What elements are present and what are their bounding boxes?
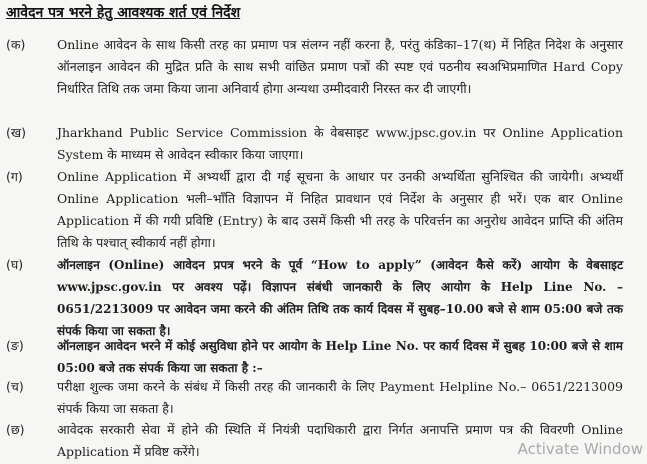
activate-windows-watermark: Activate Window	[517, 440, 643, 458]
item-text: Online आवेदन के साथ किसी तरह का प्रमाण पत्र संलग्न नहीं करना है, परंतु कंडिका–17(थ) में निहित निदेश के अनुसार ऑनलाइन आवेदन की मुद्रित प्रति के साथ सभी वांछित प्रमाण पत्रों की स्पष्ट एवं पठनीय स्वअभिप्रमाणित Hard Copy निर्धारित तिथि तक जमा किया जाना अनिवार्य होगा अन्यथा उम्मीदवारी निरस्त कर दी जाएगी।	[57, 37, 623, 96]
page-heading: आवेदन पत्र भरने हेतु आवश्यक शर्त एवं निर्देश	[6, 5, 241, 21]
item-text: ऑनलाइन आवेदन भरने में कोई असुविधा होने पर आयोग के Help Line No. पर कार्य दिवस में सुबह 10:00 बजे से शाम 05:00 बजे तक संपर्क किया जा सकता है :–	[57, 339, 623, 375]
item-marker: (क)	[6, 37, 26, 52]
item-marker: (छ)	[6, 422, 25, 437]
item-text: ऑनलाइन (Online) आवेदन प्रपत्र भरने के पूर्व “How to apply” (आवेदन कैसे करें) आयोग के वेबसाइट www.jpsc.gov.in पर अवश्य पढ़ें। विज्ञापन संबंधी जानकारी के लिए आयोग के Help Line No. – 0651/2213009 पर आवेदन जमा करने की अंतिम तिथि तक कार्य दिवस में सुबह–10.00 बजे से शाम 05:00 बजे तक संपर्क किया जा सकता है।	[57, 258, 624, 338]
item-marker: (घ)	[6, 257, 24, 272]
item-text: Jharkhand Public Service Commission के वेबसाइट www.jpsc.gov.in पर Online Application System के माध्यम से आवेदन स्वीकार किया जाएगा।	[57, 125, 623, 162]
item-marker: (च)	[6, 379, 24, 394]
item-text: आवेदक सरकारी सेवा में होने की स्थिति में नियंत्री पदाधिकारी द्वारा निर्गत अनापत्ति प्रमाण पत्र की विवरणी Online Application में प्रविष्ट करेंगे।	[57, 422, 623, 459]
item-text: Online Application में अभ्यर्थी द्वारा दी गई सूचना के आधार पर उनकी अभ्यर्थिता सुनिश्चित की जायेगी। अभ्यर्थी Online Application भली–भाँति विज्ञापन में निहित प्रावधान एवं निर्देश के अनुसार ही भरें। एक बार Online Application में की गयी प्रविष्टि (Entry) के बाद उसमें किसी भी तरह के परिवर्त्तन का अनुरोध आवेदन प्राप्ति की अंतिम तिथि के पश्चात् स्वीकार्य नहीं होगा।	[57, 169, 623, 250]
item-text: परीक्षा शुल्क जमा करने के संबंध में किसी तरह की जानकारी के लिए Payment Helpline No.– 0651/2213009 संपर्क किया जा सकता है।	[57, 379, 623, 416]
item-marker: (ख)	[6, 125, 26, 140]
item-marker: (ग)	[6, 169, 23, 184]
item-marker: (ङ)	[6, 338, 24, 353]
